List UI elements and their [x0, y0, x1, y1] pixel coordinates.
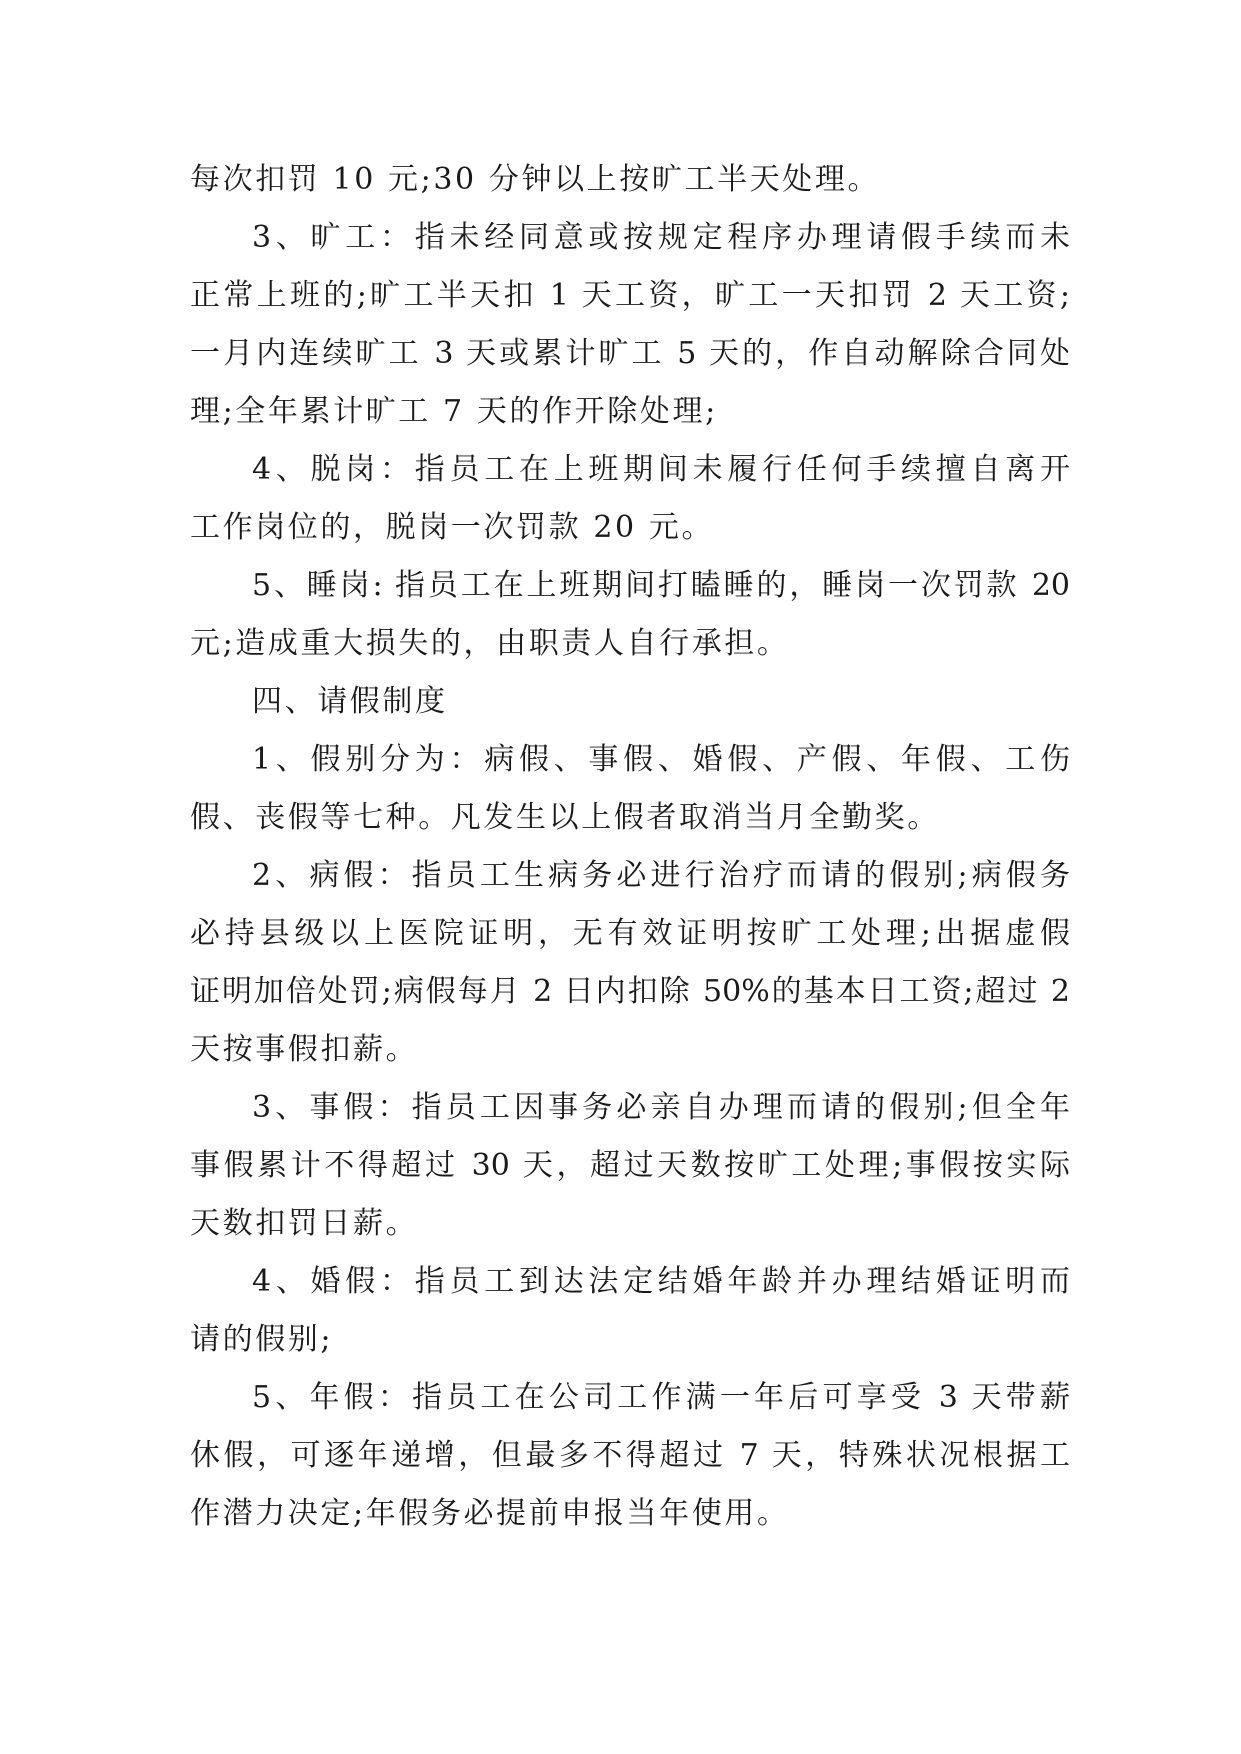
- text-line: 4、婚假：指员工到达法定结婚年龄并办理结婚证明而: [252, 1264, 1070, 1299]
- text-line: 工作岗位的，脱岗一次罚款 20 元。: [190, 510, 715, 545]
- text-line: 1、假别分为：病假、事假、婚假、产假、年假、工伤: [252, 742, 1070, 777]
- section-heading: 四、请假制度: [252, 684, 448, 719]
- text-line: 2、病假：指员工生病务必进行治疗而请的假别;病假务: [252, 858, 1070, 893]
- text-line: 天按事假扣薪。: [190, 1032, 419, 1067]
- text-line: 正常上班的;旷工半天扣 1 天工资，旷工一天扣罚 2 天工资;: [190, 278, 1070, 313]
- text-line: 请的假别;: [190, 1322, 334, 1357]
- text-line: 假、丧假等七种。凡发生以上假者取消当月全勤奖。: [190, 800, 940, 835]
- text-line: 5、睡岗: 指员工在上班期间打瞌睡的，睡岗一次罚款 20: [252, 568, 1070, 603]
- text-line: 证明加倍处罚;病假每月 2 日内扣除 50%的基本日工资;超过 2: [190, 974, 1070, 1009]
- text-line: 3、旷工：指未经同意或按规定程序办理请假手续而未: [252, 220, 1070, 255]
- text-line: 天数扣罚日薪。: [190, 1206, 419, 1241]
- text-line: 3、事假：指员工因事务必亲自办理而请的假别;但全年: [252, 1090, 1070, 1125]
- text-line: 休假，可逐年递增，但最多不得超过 7 天，特殊状况根据工: [190, 1438, 1070, 1473]
- text-line: 理;全年累计旷工 7 天的作开除处理;: [190, 394, 718, 429]
- text-line: 每次扣罚 10 元;30 分钟以上按旷工半天处理。: [190, 162, 881, 197]
- text-line: 4、脱岗：指员工在上班期间未履行任何手续擅自离开: [252, 452, 1070, 487]
- text-line: 必持县级以上医院证明，无有效证明按旷工处理;出据虚假: [190, 916, 1070, 951]
- text-line: 事假累计不得超过 30 天，超过天数按旷工处理;事假按实际: [190, 1148, 1070, 1183]
- text-line: 一月内连续旷工 3 天或累计旷工 5 天的，作自动解除合同处: [190, 336, 1070, 371]
- text-line: 5、年假：指员工在公司工作满一年后可享受 3 天带薪: [252, 1380, 1070, 1415]
- text-line: 作潜力决定;年假务必提前申报当年使用。: [190, 1496, 790, 1531]
- text-line: 元;造成重大损失的，由职责人自行承担。: [190, 626, 790, 661]
